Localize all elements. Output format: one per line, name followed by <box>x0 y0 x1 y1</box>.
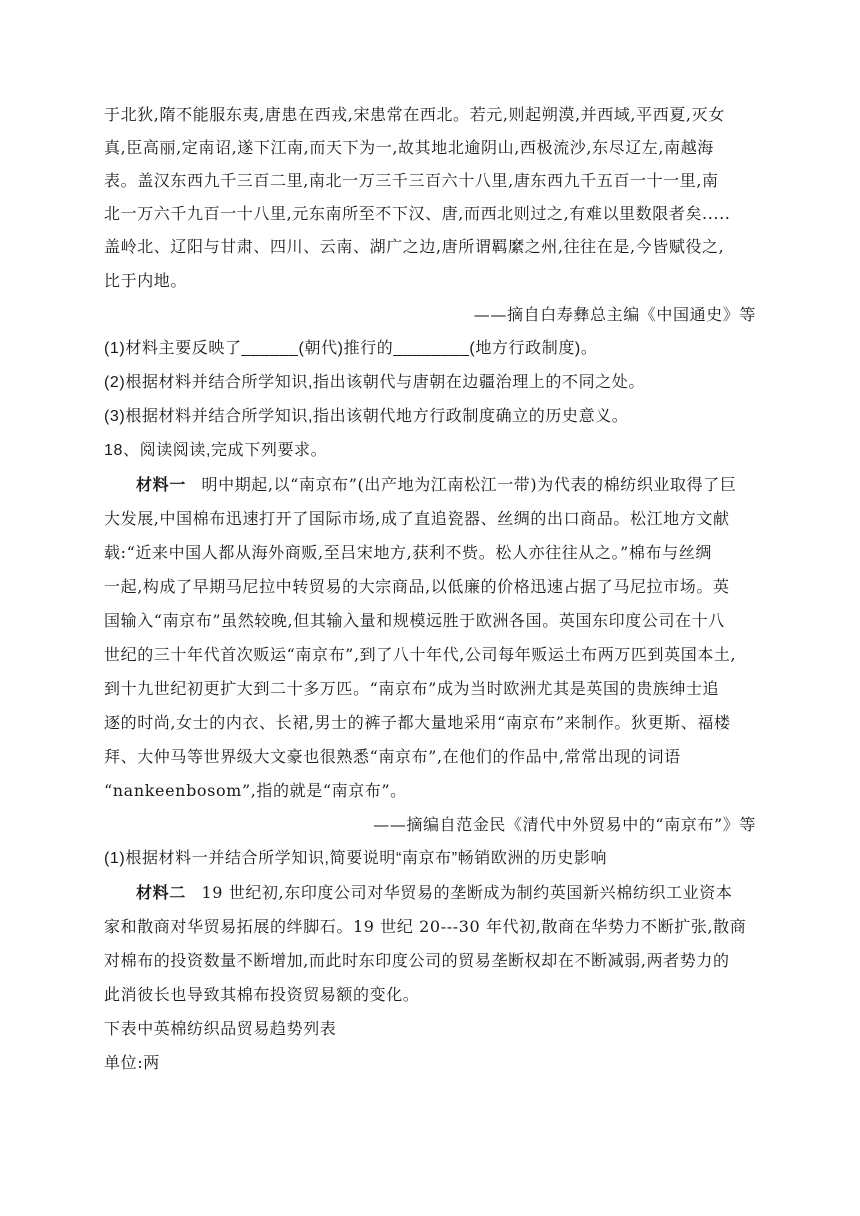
material2-text: 19 世纪初,东印度公司对华贸易的垄断成为制约英国新兴棉纺织工业资本 <box>201 883 733 902</box>
material1-line: “nankeenbosom”,指的就是“南京布”。 <box>104 781 407 800</box>
material1-line: 载:“近来中国人都从海外商贩,至吕宋地方,获利不赀。松人亦往往从之。”棉布与丝绸 <box>104 543 712 562</box>
question-item: (1)材料主要反映了______(朝代)推行的________(地方行政制度)。 <box>104 340 598 357</box>
material1-label: 材料一 <box>136 477 186 494</box>
material1-line: 到十九世纪初更扩大到二十多万匹。“南京布”成为当时欧洲尤其是英国的贵族绅士追 <box>104 679 720 698</box>
passage-line: 真,臣高丽,定南诏,遂下江南,而天下为一,故其地北逾阴山,西极流沙,东尽辽左,南越海 <box>104 138 714 157</box>
question-item: (1)根据材料一并结合所学知识,简要说明“南京布”畅销欧洲的历史影响 <box>104 850 608 867</box>
material2-first-line <box>136 882 732 905</box>
table-caption: 下表中英棉纺织品贸易趋势列表 <box>104 1019 337 1038</box>
passage-line: 于北狄,隋不能服东夷,唐患在西戎,宋患常在西北。若元,则起朔漠,并西域,平西夏,灭女 <box>104 105 725 124</box>
question-heading: 18、阅读阅读,完成下列要求。 <box>104 442 328 459</box>
question-item: (3)根据材料并结合所学知识,指出该朝代地方行政制度确立的历史意义。 <box>104 408 629 425</box>
material1-line: 世纪的三十年代首次贩运“南京布”,到了八十年代,公司每年贩运土布两万匹到英国本土, <box>104 645 737 664</box>
passage-source: ——摘自白寿彝总主编《中国通史》等 <box>473 305 756 324</box>
material2-line: 家和散商对华贸易拓展的绊脚石。19 世纪 20---30 年代初,散商在华势力不断扩张,散商 <box>104 917 747 936</box>
passage-line: 比于内地。 <box>104 271 188 290</box>
material1-line: 一起,构成了早期马尼拉中转贸易的大宗商品,以低廉的价格迅速占据了马尼拉市场。英 <box>104 577 730 596</box>
passage-line: 北一万六千九百一十八里,元东南所至不下汉、唐,而西北则过之,有难以里数限者矣..... <box>104 204 731 223</box>
passage-line: 表。盖汉东西九千三百二里,南北一万三千三百六十八里,唐东西九千五百一十一里,南 <box>104 171 719 190</box>
material1-source: ——摘编自范金民《清代中外贸易中的“南京布”》等 <box>373 815 756 834</box>
material1-line: 国输入“南京布”虽然较晚,但其输入量和规模远胜于欧洲各国。英国东印度公司在十八 <box>104 611 725 630</box>
material1-line: 大发展,中国棉布迅速打开了国际市场,成了直追瓷器、丝绸的出口商品。松江地方文献 <box>104 509 730 528</box>
question-item: (2)根据材料并结合所学知识,指出该朝代与唐朝在边疆治理上的不同之处。 <box>104 374 646 391</box>
material2-line: 此消彼长也导致其棉布投资贸易额的变化。 <box>104 985 420 1004</box>
passage-line: 盖岭北、辽阳与甘肃、四川、云南、湖广之边,唐所谓羁縻之州,往往在是,今皆赋役之, <box>104 237 725 256</box>
material1-line: 拜、大仲马等世界级大文豪也很熟悉“南京布”,在他们的作品中,常常出现的词语 <box>104 747 681 766</box>
material1-first-line <box>136 474 736 497</box>
table-unit: 单位:两 <box>104 1053 160 1072</box>
material1-text: 明中期起,以“南京布”(出产地为江南松江一带)为代表的棉纺织业取得了巨 <box>201 475 737 494</box>
material2-line: 对棉布的投资数量不断增加,而此时东印度公司的贸易垄断权却在不断减弱,两者势力的 <box>104 951 730 970</box>
material2-label: 材料二 <box>136 885 186 902</box>
material1-line: 逐的时尚,女士的内衣、长裙,男士的裤子都大量地采用“南京布”来制作。狄更斯、福楼 <box>104 713 731 732</box>
